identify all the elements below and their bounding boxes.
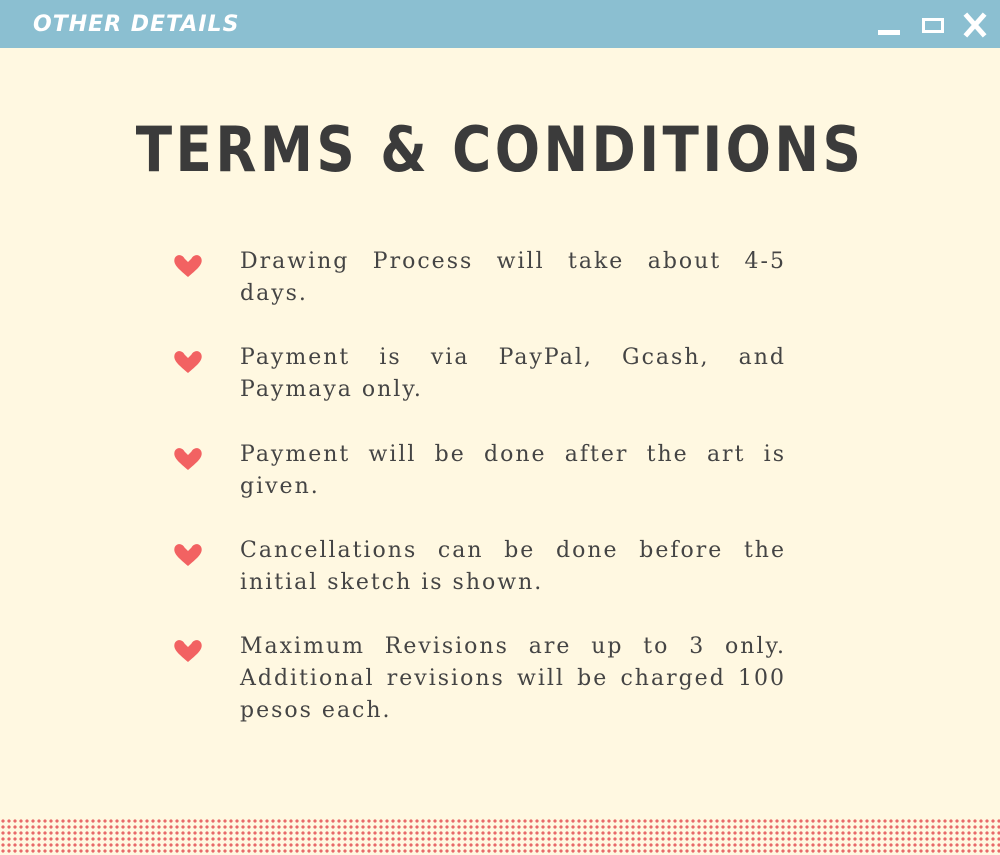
term-text: Maximum Revisions are up to 3 only. Additional revisions will be charged 100 pesos each.: [240, 634, 786, 723]
heart-icon: [170, 635, 206, 665]
heart-icon: [170, 346, 206, 376]
heart-icon: [170, 443, 206, 473]
page-title: TERMS & CONDITIONS: [135, 113, 865, 186]
term-text: Payment will be done after the art is given.: [240, 442, 786, 499]
decorative-dot-pattern: [0, 818, 1000, 855]
window-title: OTHER DETAILS: [33, 12, 240, 37]
heart-icon: [170, 539, 206, 569]
term-text: Drawing Process will take about 4-5 days.: [240, 249, 786, 306]
term-text: Cancellations can be done before the initial sketch is shown.: [240, 538, 786, 595]
term-text: Payment is via PayPal, Gcash, and Paymaya only.: [240, 345, 786, 402]
heart-icon: [170, 250, 206, 280]
